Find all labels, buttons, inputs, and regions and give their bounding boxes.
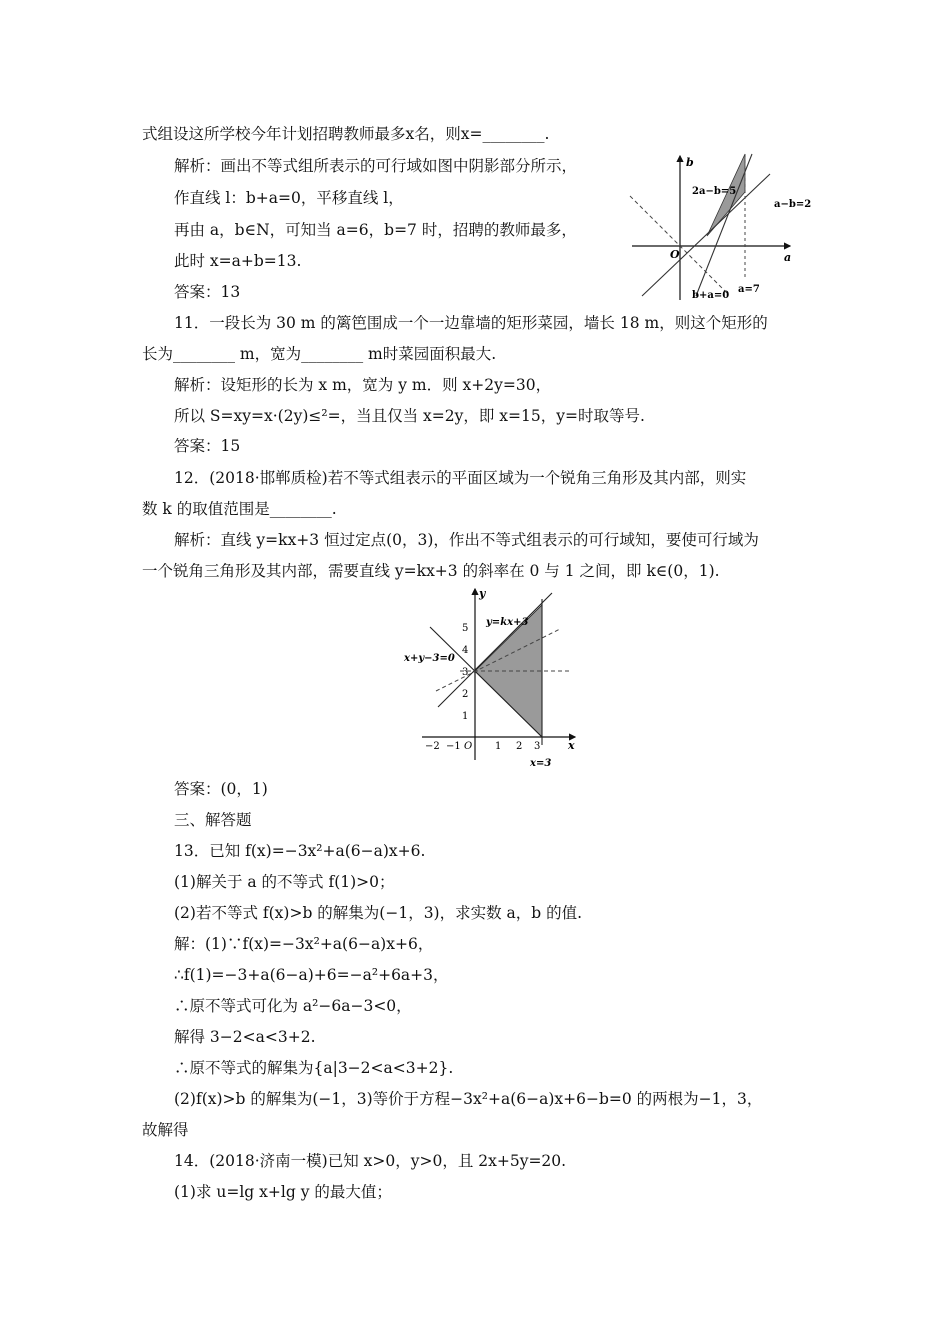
- xtick-label: −2: [425, 741, 440, 752]
- text-line: (2)若不等式 f(x)>b 的解集为(−1，3)，求实数 a，b 的值.: [174, 904, 583, 922]
- text-line: 答案：13: [174, 283, 241, 301]
- figure-ab-svg: [612, 150, 822, 305]
- origin-label: O: [464, 741, 473, 752]
- label-b-a-0: b+a=0: [692, 290, 730, 301]
- label-a-b-2: a−b=2: [774, 199, 812, 210]
- ytick-label: 5: [462, 623, 469, 634]
- line-2a-b-5: [696, 154, 752, 296]
- text-line: 解析：设矩形的长为 x m，宽为 y m．则 x+2y=30，: [174, 376, 552, 394]
- text-line: 此时 x=a+b=13.: [174, 252, 302, 270]
- text-line: 作直线 l：b+a=0，平移直线 l，: [174, 189, 404, 207]
- text-line: 答案：15: [174, 437, 241, 455]
- text-line: (2)f(x)>b 的解集为(−1，3)等价于方程−3x²+a(6−a)x+6−b=0 的两根为−1，3，: [174, 1090, 763, 1108]
- figure-feasible-region-ab: [612, 150, 822, 305]
- xtick-label: −1: [446, 741, 461, 752]
- text-line: 数 k 的取值范围是________.: [142, 500, 337, 518]
- text-line: ∴原不等式可化为 a²−6a−3<0，: [174, 997, 412, 1015]
- text-line: 解得 3−2<a<3+2.: [174, 1028, 316, 1046]
- b-axis-label: b: [686, 156, 694, 169]
- text-line: 12．(2018·邯郸质检)若不等式组表示的平面区域为一个锐角三角形及其内部，则实: [174, 469, 747, 487]
- line-b-plus-a: [630, 196, 728, 294]
- xtick-label: 3: [534, 741, 541, 752]
- text-line: ∴原不等式的解集为{a|3−2<a<3+2}.: [174, 1059, 454, 1077]
- ytick-label: 4: [462, 645, 469, 656]
- label-x-3: x=3: [530, 758, 552, 769]
- figure-xy-svg: [400, 585, 590, 770]
- ytick-label: 1: [462, 711, 469, 722]
- text-line: 答案：(0，1): [174, 780, 268, 798]
- text-line: 解析：直线 y=kx+3 恒过定点(0，3)，作出不等式组表示的可行域知，要使可行域为: [174, 531, 759, 549]
- text-line: 所以 S=xy=x·(2y)≤²=，当且仅当 x=2y，即 x=15，y=时取等号.: [174, 407, 645, 425]
- text-line: 长为________ m，宽为________ m时菜园面积最大.: [142, 345, 497, 363]
- text-line: 式组设这所学校今年计划招聘教师最多x名，则x=________.: [142, 125, 550, 143]
- label-a-7: a=7: [738, 284, 760, 295]
- label-2a-b-5: 2a−b=5: [692, 186, 737, 197]
- a-axis-label: a: [784, 251, 792, 264]
- label-y-kx-3: y=kx+3: [486, 617, 529, 628]
- text-line: 故解得: [142, 1121, 189, 1139]
- origin-label: O: [670, 248, 680, 261]
- text-line: (1)求 u=lg x+lg y 的最大值；: [174, 1183, 392, 1201]
- text-line: 13．已知 f(x)=−3x²+a(6−a)x+6.: [174, 842, 426, 860]
- label-x-plus-y-3: x+y−3=0: [404, 653, 455, 664]
- text-line: 一个锐角三角形及其内部，需要直线 y=kx+3 的斜率在 0 与 1 之间，即 k∈(0，1).: [142, 562, 720, 580]
- text-line: 再由 a，b∈N，可知当 a=6，b=7 时，招聘的教师最多，: [174, 221, 577, 239]
- text-line: 解：(1)∵f(x)=−3x²+a(6−a)x+6，: [174, 935, 434, 953]
- text-line: 14．(2018·济南一模)已知 x>0，y>0，且 2x+5y=20.: [174, 1152, 567, 1170]
- text-line: 三、解答题: [174, 811, 252, 829]
- text-line: 11．一段长为 30 m 的篱笆围成一个一边靠墙的矩形菜园，墙长 18 m，则这个矩形的: [174, 314, 768, 332]
- text-line: (1)解关于 a 的不等式 f(1)>0；: [174, 873, 395, 891]
- xtick-label: 1: [495, 741, 502, 752]
- ytick-label: 3: [462, 667, 469, 678]
- figure-feasible-region-xy: [400, 585, 590, 770]
- y-axis-label: y: [479, 587, 486, 600]
- ytick-label: 2: [462, 689, 469, 700]
- text-line: ∴f(1)=−3+a(6−a)+6=−a²+6a+3，: [174, 966, 449, 984]
- x-axis-label: x: [568, 739, 575, 752]
- text-line: 解析：画出不等式组所表示的可行域如图中阴影部分所示，: [174, 157, 578, 175]
- xtick-label: 2: [516, 741, 523, 752]
